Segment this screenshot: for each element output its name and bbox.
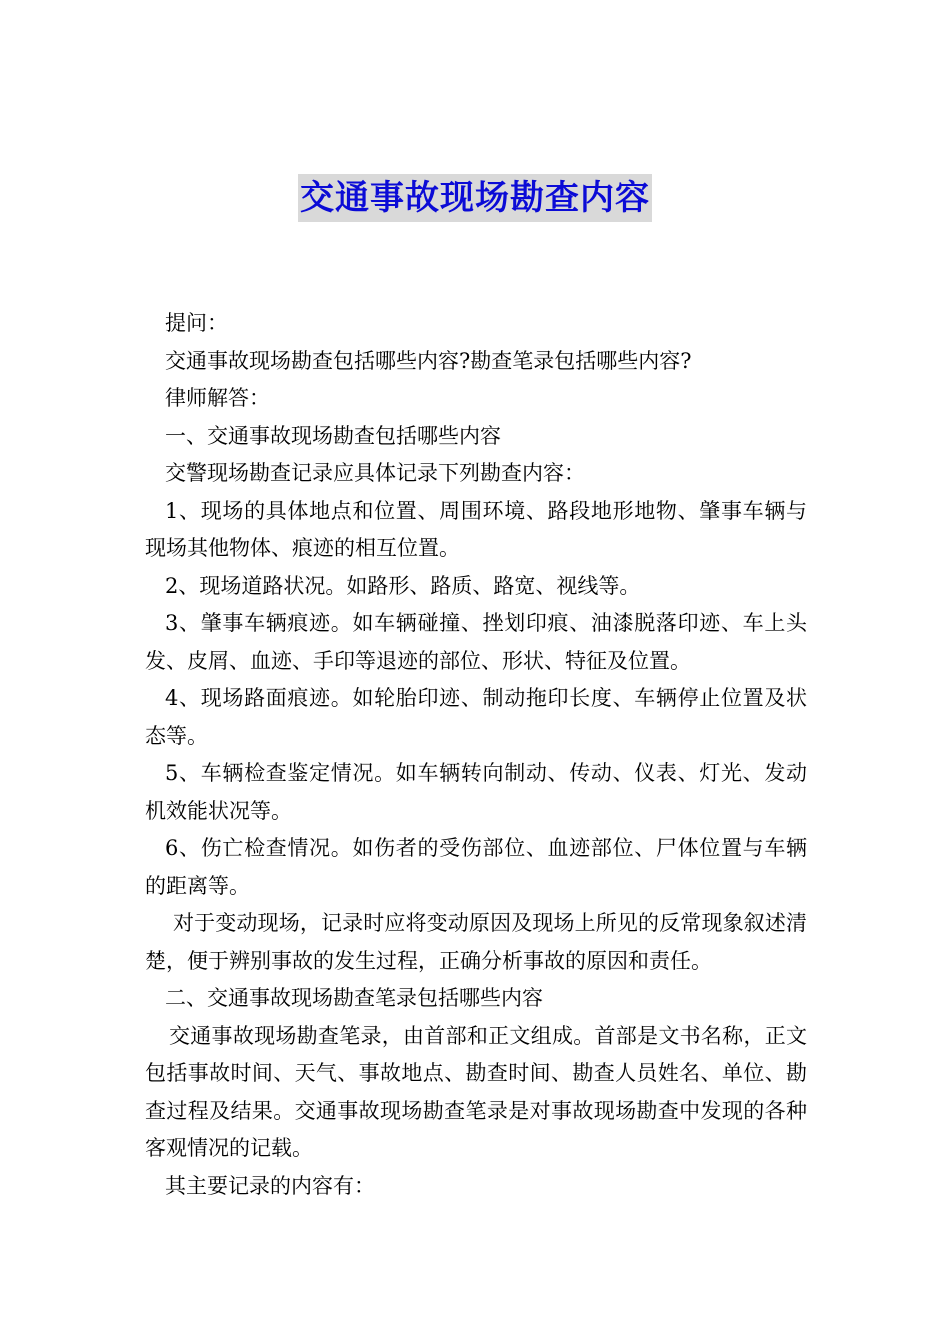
list-item-1: 1、现场的具体地点和位置、周围环境、路段地形地物、肇事车辆与现场其他物体、痕迹的相互位置。 — [145, 498, 807, 560]
list-item-6: 6、伤亡检查情况。如伤者的受伤部位、血迹部位、尸体位置与车辆的距离等。 — [145, 836, 807, 898]
section-heading-1: 一、交通事故现场勘查包括哪些内容 — [165, 423, 501, 448]
title-container — [0, 174, 950, 222]
list-item-3: 3、肇事车辆痕迹。如车辆碰撞、挫划印痕、油漆脱落印迹、车上头发、皮屑、血迹、手印等退迹的部位、形状、特征及位置。 — [145, 611, 807, 673]
paragraph-main-contents: 其主要记录的内容有： — [165, 1173, 375, 1198]
list-item-5: 5、车辆检查鉴定情况。如车辆转向制动、传动、仪表、灯光、发动机效能状况等。 — [145, 761, 807, 823]
list-item-2: 2、现场道路状况。如路形、路质、路宽、视线等。 — [165, 573, 641, 598]
list-item-4: 4、现场路面痕迹。如轮胎印迹、制动拖印长度、车辆停止位置及状态等。 — [145, 686, 807, 748]
paragraph-intro: 交警现场勘查记录应具体记录下列勘查内容： — [165, 461, 585, 485]
section-heading-2: 二、交通事故现场勘查笔录包括哪些内容 — [165, 986, 543, 1010]
paragraph-changed-scene: 对于变动现场，记录时应将变动原因及现场上所见的反常现象叙述清楚，便于辨别事故的发生过程，正确分析事故的原因和责任。 — [145, 911, 807, 973]
paragraph-record-description: 交通事故现场勘查笔录，由首部和正文组成。首部是文书名称，正文包括事故时间、天气、事故地点、勘查时间、勘查人员姓名、单位、勘查过程及结果。交通事故现场勘查笔录是对事故现场勘查中发现的各种客观情况的记载。 — [145, 1023, 807, 1160]
document-body — [145, 305, 807, 1205]
paragraph-question: 交通事故现场勘查包括哪些内容?勘查笔录包括哪些内容? — [165, 348, 692, 373]
paragraph-answer-label: 律师解答： — [165, 386, 270, 410]
document-title: 交通事故现场勘查内容 — [298, 174, 652, 222]
paragraph-question-label: 提问： — [165, 311, 228, 335]
